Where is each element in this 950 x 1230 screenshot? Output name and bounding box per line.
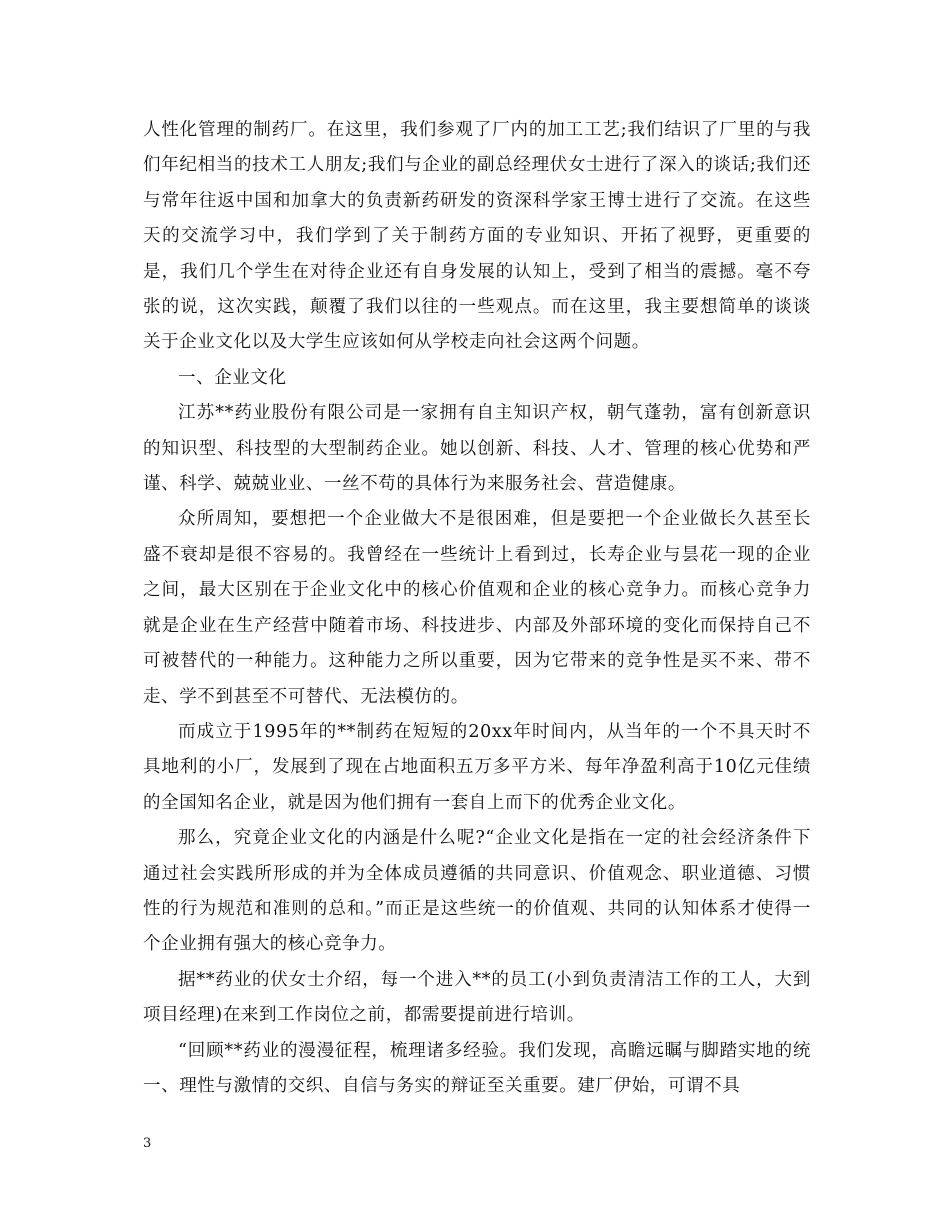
paragraph-7: “回顾**药业的漫漫征程，梳理诸多经验。我们发现，高瞻远瞩与脚踏实地的统一、理性与激情的交织、自信与务实的辩证至关重要。建厂伊始，可谓不具	[143, 1040, 811, 1096]
paragraph-2: 江苏**药业股份有限公司是一家拥有自主知识产权，朝气蓬勃，富有创新意识的知识型、科技型的大型制药企业。她以创新、科技、人才、管理的核心优势和严谨、科学、兢兢业业、一丝不苟的具体行为来服务社会、营造健康。	[143, 403, 811, 495]
section-heading-corporate-culture: 一、企业文化	[178, 367, 287, 388]
document-body	[143, 113, 811, 1104]
paragraph-4: 而成立于1995年的**制药在短短的20xx年时间内，从当年的一个不具天时不具地利的小厂，发展到了现在占地面积五万多平方米、每年净盈利高于10亿元佳绩的全国知名企业，就是因为他们拥有一套自上而下的优秀企业文化。	[143, 721, 811, 813]
paragraph-3: 众所周知，要想把一个企业做大不是很困难，但是要把一个企业做长久甚至长盛不衰却是很不容易的。我曾经在一些统计上看到过，长寿企业与昙花一现的企业之间，最大区别在于企业文化中的核心价值观和企业的核心竞争力。而核心竞争力就是企业在生产经营中随着市场、科技进步、内部及外部环境的变化而保持自己不可被替代的一种能力。这种能力之所以重要，因为它带来的竞争性是买不来、带不走、学不到甚至不可替代、无法模仿的。	[143, 509, 811, 707]
paragraph-6: 据**药业的伏女士介绍，每一个进入**的员工(小到负责清洁工作的工人，大到项目经理)在来到工作岗位之前，都需要提前进行培训。	[143, 969, 811, 1026]
page-number: 3	[143, 1136, 152, 1151]
paragraph-5: 那么，究竟企业文化的内涵是什么呢?“企业文化是指在一定的社会经济条件下通过社会实践所形成的并为全体成员遵循的共同意识、价值观念、职业道德、习惯性的行为规范和准则的总和。”而正是这些统一的价值观、共同的认知体系才使得一个企业拥有强大的核心竞争力。	[143, 828, 811, 955]
paragraph-1: 人性化管理的制药厂。在这里，我们参观了厂内的加工工艺;我们结识了厂里的与我们年纪相当的技术工人朋友;我们与企业的副总经理伏女士进行了深入的谈话;我们还与常年往返中国和加拿大的负责新药研发的资深科学家王博士进行了交流。在这些天的交流学习中，我们学到了关于制药方面的专业知识、开拓了视野，更重要的是，我们几个学生在对待企业还有自身发展的认知上，受到了相当的震撼。毫不夸张的说，这次实践，颠覆了我们以往的一些观点。而在这里，我主要想简单的谈谈关于企业文化以及大学生应该如何从学校走向社会这两个问题。	[143, 120, 811, 353]
